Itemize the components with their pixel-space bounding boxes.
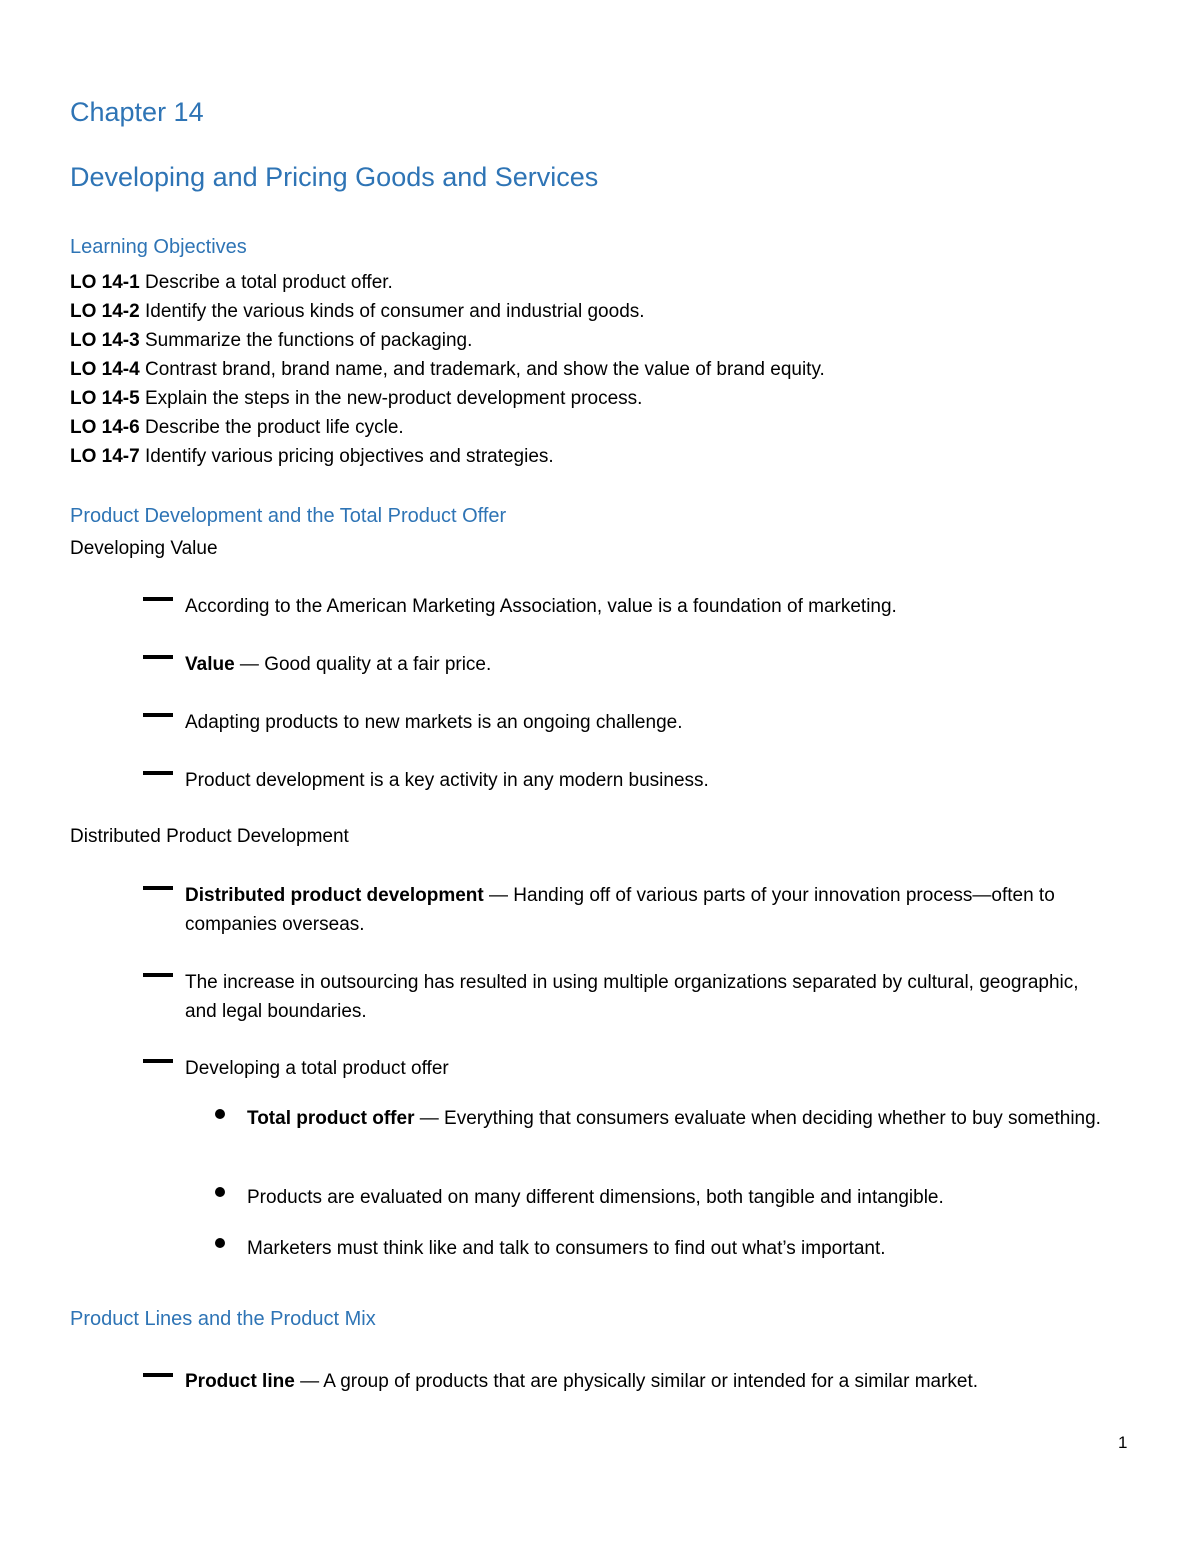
bullet-item — [185, 1054, 1115, 1083]
objective-code: LO 14-3 — [70, 330, 140, 351]
page-number: 1 — [1118, 1433, 1128, 1452]
sub-bullet-item — [247, 1104, 1117, 1133]
bullet-text: — Handing off of various parts of your innovation process—often to companies overseas. — [185, 885, 1055, 935]
bullet-text: Product development is a key activity in any modern business. — [185, 770, 709, 791]
sub-bullet-item — [247, 1183, 1117, 1212]
dash-bullet-icon — [143, 771, 173, 775]
learning-objectives-heading: Learning Objectives — [70, 236, 247, 258]
chapter-title: Chapter 14 — [70, 97, 204, 127]
dash-bullet-icon — [143, 1373, 173, 1377]
dash-bullet-icon — [143, 655, 173, 659]
objective-code: LO 14-6 — [70, 417, 140, 438]
objective-text: Describe the product life cycle. — [139, 417, 404, 438]
bullet-term: Product line — [185, 1371, 295, 1392]
bullet-term: Distributed product development — [185, 885, 484, 906]
product-development-heading: Product Development and the Total Product Offer — [70, 505, 507, 527]
round-bullet-icon — [215, 1238, 225, 1248]
bullet-text: The increase in outsourcing has resulted in using multiple organizations separated by cultural, geographic, and legal boundaries. — [185, 972, 1079, 1022]
dash-bullet-icon — [143, 713, 173, 717]
distributed-development-subheading: Distributed Product Development — [70, 826, 349, 847]
dash-bullet-icon — [143, 886, 173, 890]
bullet-term: Value — [185, 654, 235, 675]
round-bullet-icon — [215, 1187, 225, 1197]
learning-objective-item — [70, 268, 825, 297]
dash-bullet-icon — [143, 1059, 173, 1063]
bullet-item — [185, 592, 1115, 621]
learning-objective-item — [70, 384, 825, 413]
bullet-item — [185, 881, 1115, 939]
developing-value-subheading: Developing Value — [70, 538, 218, 559]
learning-objective-item — [70, 413, 825, 442]
bullet-text: According to the American Marketing Association, value is a foundation of marketing. — [185, 596, 897, 617]
objective-code: LO 14-5 — [70, 388, 140, 409]
learning-objective-item — [70, 355, 825, 384]
objective-text: Identify various pricing objectives and strategies. — [139, 446, 554, 467]
bullet-item — [185, 650, 1115, 679]
objective-code: LO 14-7 — [70, 446, 140, 467]
bullet-item — [185, 708, 1115, 737]
dash-bullet-icon — [143, 973, 173, 977]
objective-text: Identify the various kinds of consumer and industrial goods. — [139, 301, 645, 322]
bullet-text: — A group of products that are physically similar or intended for a similar market. — [294, 1371, 979, 1392]
objective-code: LO 14-4 — [70, 359, 140, 380]
objective-text: Contrast brand, brand name, and trademark, and show the value of brand equity. — [139, 359, 825, 380]
learning-objective-item — [70, 297, 825, 326]
product-lines-heading: Product Lines and the Product Mix — [70, 1308, 376, 1330]
sub-bullet-text: — Everything that consumers evaluate when deciding whether to buy something. — [414, 1108, 1101, 1129]
bullet-item — [185, 766, 1115, 795]
learning-objectives-list — [70, 268, 825, 471]
bullet-item — [185, 968, 1115, 1026]
bullet-text: — Good quality at a fair price. — [234, 654, 492, 675]
round-bullet-icon — [215, 1109, 225, 1119]
bullet-text: Adapting products to new markets is an ongoing challenge. — [185, 712, 683, 733]
sub-bullet-item — [247, 1234, 1117, 1263]
bullet-text: Developing a total product offer — [185, 1058, 449, 1079]
learning-objective-item — [70, 326, 825, 355]
objective-code: LO 14-2 — [70, 301, 140, 322]
sub-bullet-text: Products are evaluated on many different dimensions, both tangible and intangible. — [247, 1187, 944, 1208]
objective-code: LO 14-1 — [70, 272, 140, 293]
dash-bullet-icon — [143, 597, 173, 601]
objective-text: Explain the steps in the new-product development process. — [139, 388, 643, 409]
sub-bullet-text: Marketers must think like and talk to consumers to find out what’s important. — [247, 1238, 886, 1259]
objective-text: Describe a total product offer. — [139, 272, 393, 293]
bullet-item — [185, 1367, 1115, 1396]
chapter-subtitle: Developing and Pricing Goods and Services — [70, 162, 599, 192]
objective-text: Summarize the functions of packaging. — [139, 330, 473, 351]
sub-bullet-term: Total product offer — [247, 1108, 415, 1129]
learning-objective-item — [70, 442, 825, 471]
